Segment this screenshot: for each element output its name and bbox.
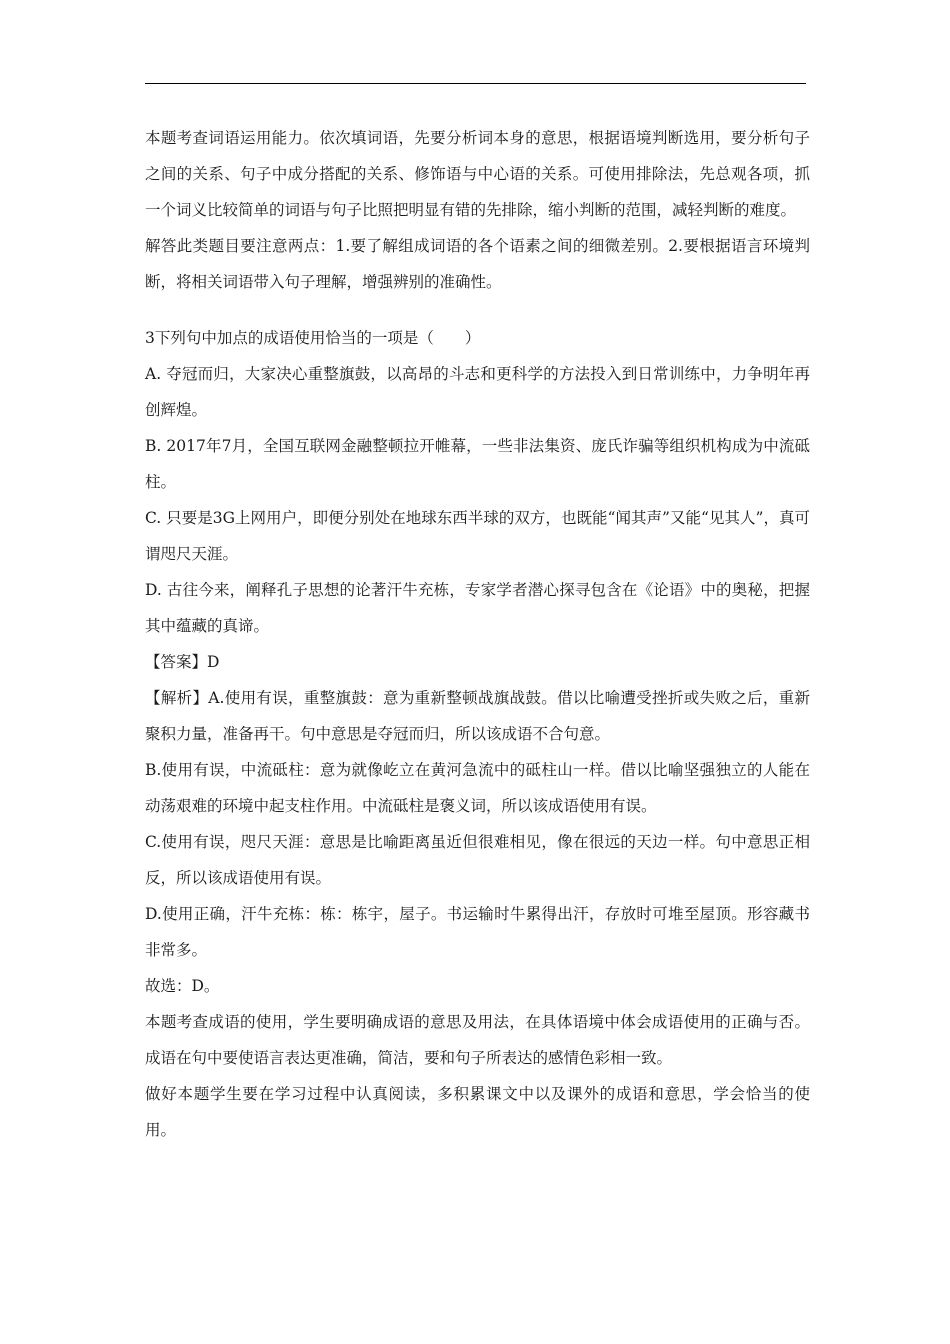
- explanation-b: B.使用有误，中流砥柱：意为就像屹立在黄河急流中的砥柱山一样。借以比喻坚强独立的人能在动荡艰难的环境中起支柱作用。中流砥柱是褒义词，所以该成语使用有误。: [145, 761, 810, 815]
- paragraph-analysis-intro: 本题考查词语运用能力。依次填词语，先要分析词本身的意思，根据语境判断选用，要分析句子之间的关系、句子中成分搭配的关系、修饰语与中心语的关系。可使用排除法，先总观各项，抓一个词义比较简单的词语与句子比照把明显有错的先排除，缩小判断的范围，减轻判断的难度。: [145, 129, 810, 219]
- answer-line: 【答案】D: [145, 653, 220, 671]
- paragraph-answer-tips: 解答此类题目要注意两点：1.要了解组成词语的各个语素之间的细微差别。2.要根据语言环境判断，将相关词语带入句子理解，增强辨别的准确性。: [145, 237, 810, 291]
- question-stem: 3下列句中加点的成语使用恰当的一项是（ ）: [145, 329, 481, 347]
- option-a: A. 夺冠而归，大家决心重整旗鼓，以高昂的斗志和更科学的方法投入到日常训练中，力争明年再创辉煌。: [145, 365, 810, 419]
- explanation-a: 【解析】A.使用有误，重整旗鼓：意为重新整顿战旗战鼓。借以比喻遭受挫折或失败之后，重新聚积力量，准备再干。句中意思是夺冠而归，所以该成语不合句意。: [145, 689, 810, 743]
- header-rule: [145, 83, 806, 84]
- summary-paragraph: 本题考查成语的使用，学生要明确成语的意思及用法，在具体语境中体会成语使用的正确与否。成语在句中要使语言表达更准确，简洁，要和句子所表达的感情色彩相一致。: [145, 1013, 810, 1067]
- option-d: D. 古往今来，阐释孔子思想的论著汗牛充栋，专家学者潜心探寻包含在《论语》中的奥秘，把握其中蕴藏的真谛。: [145, 581, 810, 635]
- study-advice-paragraph: 做好本题学生要在学习过程中认真阅读，多积累课文中以及课外的成语和意思，学会恰当的使用。: [145, 1085, 810, 1139]
- explanation-c: C.使用有误，咫尺天涯：意思是比喻距离虽近但很难相见，像在很远的天边一样。句中意思正相反，所以该成语使用有误。: [145, 833, 810, 887]
- section-gap: [145, 300, 810, 320]
- option-c: C. 只要是3G上网用户，即便分别处在地球东西半球的双方，也既能“闻其声”又能“见其人”，真可谓咫尺天涯。: [145, 509, 810, 563]
- document-body: [145, 120, 810, 1148]
- choice-conclusion: 故选：D。: [145, 977, 220, 995]
- option-b: B. 2017年7月，全国互联网金融整顿拉开帷幕，一些非法集资、庞氏诈骗等组织机构成为中流砥柱。: [145, 437, 810, 491]
- explanation-d: D.使用正确，汗牛充栋：栋：栋宇，屋子。书运输时牛累得出汗，存放时可堆至屋顶。形容藏书非常多。: [145, 905, 810, 959]
